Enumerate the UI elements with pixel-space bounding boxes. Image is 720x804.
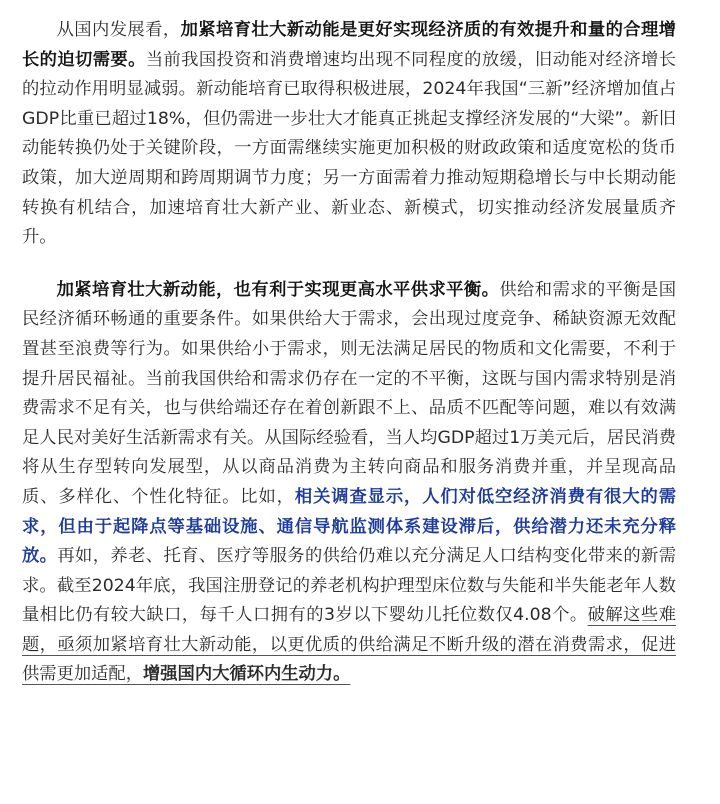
highlighted-blue-text: 相关调查显示，人们对低空经济消费有很大的需求，但由于起降点等基础设施、通信导航监测体系建设滞后，供给潜力还未充分释放。 — [22, 486, 676, 567]
underlined-bold-text: 增强国内大循环内生动力。 — [142, 664, 351, 685]
article-body — [22, 16, 676, 690]
bold-lead-sentence: 加紧培育壮大新动能，也有利于实现更高水平供求平衡。 — [56, 279, 500, 300]
underlined-text: 破解这些难题，亟须加紧培育壮大新动能，以更优质的供给满足不断升级的潜在消费需求，促进供需更加适配， — [22, 605, 676, 685]
bold-lead-sentence: 加紧培育壮大新动能是更好实现经济质的有效提升和量的合理增长的迫切需要。 — [22, 20, 676, 70]
text-segment: 从国内发展看， — [56, 20, 181, 40]
text-segment: 当前我国投资和消费增速均出现不同程度的放缓，旧动能对经济增长的拉动作用明显减弱。新动能培育已取得积极进展，2024年我国“三新”经济增加值占GDP比重已超过18%，但仍需进一步壮大才能真正挑起支撑经济发展的“大梁”。新旧动能转换仍处于关键阶段，一方面需继续实施更加积极的财政政策和适度宽松的货币政策，加大逆周期和跨周期调节力度；另一方面需着力推动短期稳增长与中长期动能转换有机结合，加速培育壮大新产业、新业态、新模式，切实推动经济发展量质齐升。 — [22, 49, 676, 248]
text-segment: 供给和需求的平衡是国民经济循环畅通的重要条件。如果供给大于需求，会出现过度竞争、稀缺资源无效配置甚至浪费等行为。如果供给小于需求，则无法满足居民的物质和文化需要，不利于提升居民福祉。当前我国供给和需求仍存在一定的不平衡，这既与国内需求特别是消费需求不足有关，也与供给端还存在着创新跟不上、品质不匹配等问题，难以有效满足人民对美好生活新需求有关。从国际经验看，当人均GDP超过1万美元后，居民消费将从生存型转向发展型，从以商品消费为主转向商品和服务消费并重，并呈现高品质、多样化、个性化特征。比如， — [22, 279, 676, 507]
paragraph-domestic-development — [22, 16, 676, 253]
paragraph-supply-demand — [22, 276, 676, 690]
text-segment: 再如，养老、托育、医疗等服务的供给仍难以充分满足人口结构变化带来的新需求。截至2024年底，我国注册登记的养老机构护理型床位数与失能和半失能老年人数量相比仍有较大缺口，每千人口拥有的3岁以下婴幼儿托位数仅4.08个。 — [22, 546, 676, 626]
